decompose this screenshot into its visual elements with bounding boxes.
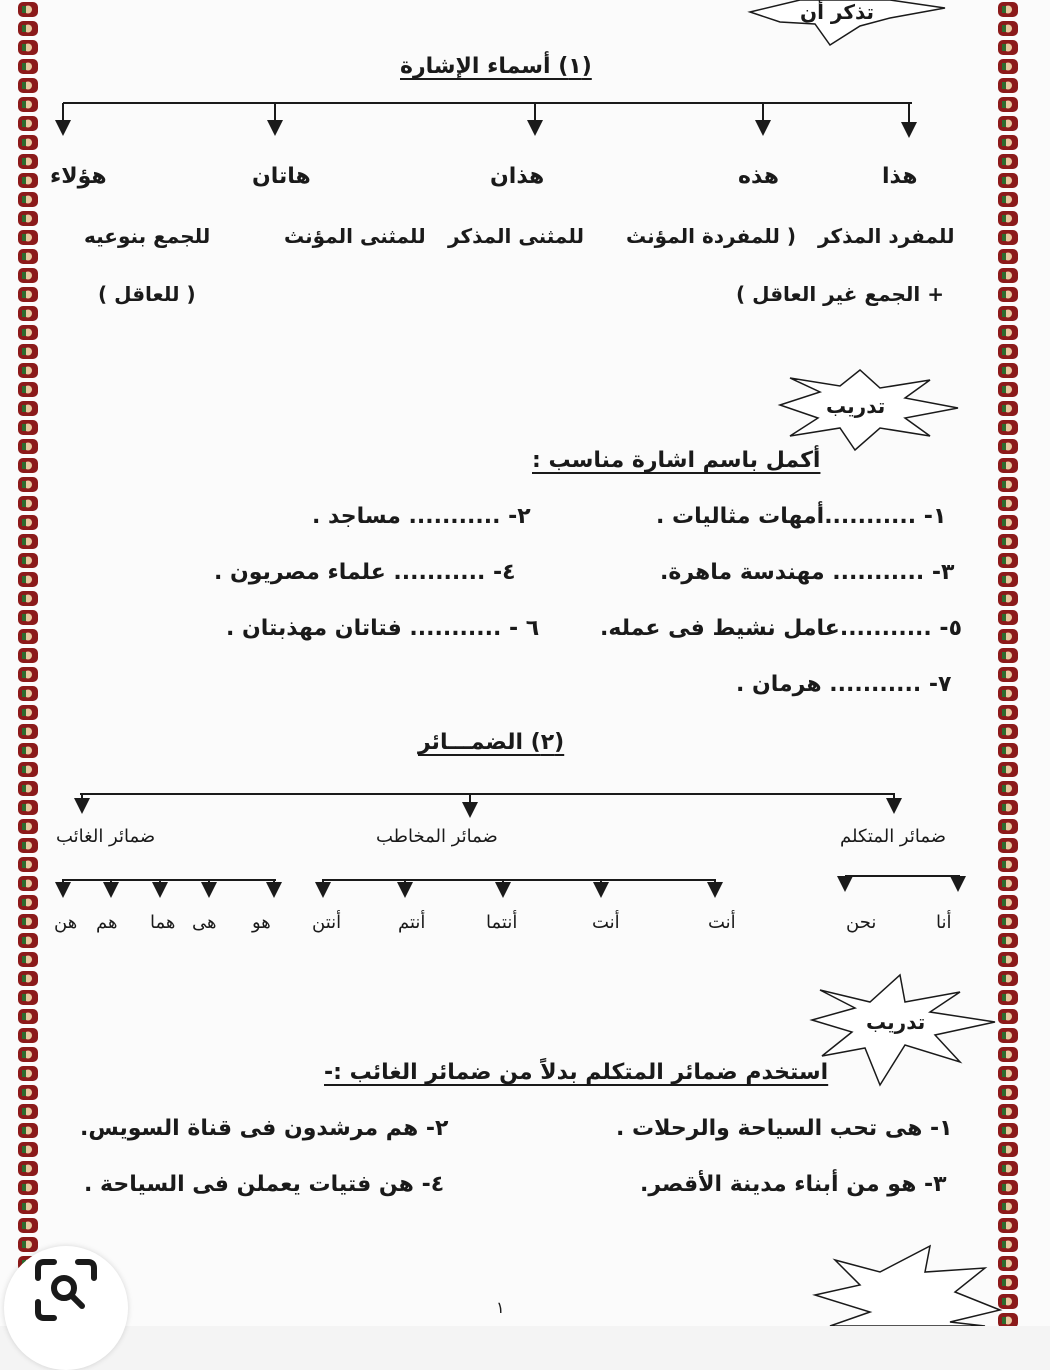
practice1-item-4: ٤- ........... علماء مصريون .	[214, 560, 516, 585]
practice2-item-2: ٢- هم مرشدون فى قناة السويس.	[80, 1116, 449, 1141]
use-plural: للجمع بنوعيه	[84, 224, 211, 248]
demonstrative-hazihi: هذه	[738, 164, 779, 189]
practice1-badge-label: تدريب	[826, 394, 886, 418]
group-absent-label: ضمائر الغائب	[56, 826, 156, 847]
demonstrative-haza: هذا	[882, 164, 918, 189]
pronoun-hunna: هن	[54, 912, 78, 933]
practice1-item-6: ٦ - ........... فتاتان مهذبتان .	[226, 616, 540, 641]
practice2-item-4: ٤- هن فتيات يعملن فى السياحة .	[84, 1172, 445, 1197]
section2-title: (٢) الضمـــائر	[418, 730, 565, 755]
practice2-badge-label: تدريب	[866, 1010, 926, 1034]
group-addressee-label: ضمائر المخاطب	[376, 826, 498, 847]
practice2-item-3: ٣- هو من أبناء مدينة الأقصر.	[640, 1172, 947, 1197]
practice1-item-5: ٥- ...........عامل نشيط فى عمله.	[600, 616, 962, 641]
use-masculine-dual: للمثنى المذكر	[448, 224, 585, 248]
practice1-instruction: أكمل باسم اشارة مناسب :	[532, 448, 821, 473]
use-rational: ( للعاقل )	[98, 282, 196, 306]
use-feminine-singular: ( للمفردة المؤنث	[626, 224, 797, 248]
group-speaker-label: ضمائر المتكلم	[840, 826, 947, 847]
use-masculine-singular: للمفرد المذكر	[818, 224, 955, 248]
practice1-item-3: ٣- ........... مهندسة ماهرة.	[660, 560, 955, 585]
pronoun-huma: هما	[150, 912, 176, 933]
pronoun-huwa: هو	[252, 912, 271, 933]
use-feminine-dual: للمثنى المؤنث	[284, 224, 426, 248]
visual-search-button[interactable]	[4, 1246, 128, 1370]
visual-search-icon	[34, 1258, 98, 1322]
practice2-item-1: ١- هى تحب السياحة والرحلات .	[616, 1116, 953, 1141]
pronoun-hiya: هى	[192, 912, 217, 933]
section1-title: (١) أسماء الإشارة	[400, 54, 592, 79]
demonstrative-haulai: هؤلاء	[50, 164, 107, 189]
practice1-item-2: ٢- ........... مساجد .	[312, 504, 531, 529]
pronoun-antuma: أنتما	[486, 912, 518, 933]
practice1-item-1: ١- ...........أمهات مثاليات .	[656, 504, 947, 529]
practice2-instruction: استخدم ضمائر المتكلم بدلاً من ضمائر الغائب :-	[324, 1060, 829, 1085]
use-nonrational-plural: + الجمع غير العاقل )	[736, 282, 944, 306]
page-number: ١	[496, 1298, 505, 1317]
header-badge-label: تذكر أن	[800, 0, 875, 24]
demonstrative-hatan: هاتان	[252, 164, 311, 189]
pronoun-antum: أنتم	[398, 912, 426, 933]
pronoun-anta: أنت	[708, 912, 736, 933]
demonstrative-hazan: هذان	[490, 164, 545, 189]
pronoun-hum: هم	[96, 912, 118, 933]
pronoun-nahnu: نحن	[846, 912, 877, 933]
pronoun-antunna: أنتن	[312, 912, 342, 933]
pronoun-anti: أنت	[592, 912, 620, 933]
practice1-item-7: ٧- ........... هرمان .	[736, 672, 952, 697]
pronoun-ana: أنا	[936, 912, 952, 933]
star-badge-footer	[815, 1246, 1000, 1326]
